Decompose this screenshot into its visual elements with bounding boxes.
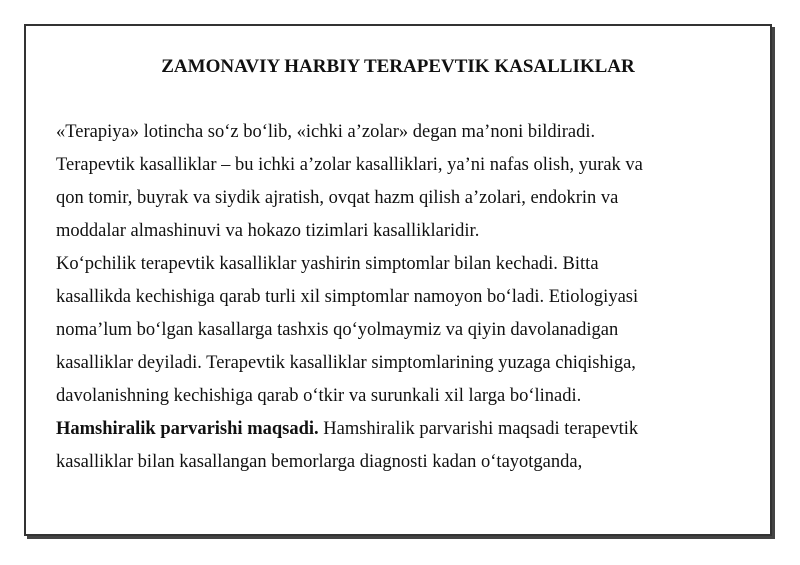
body-line: noma’lum bo‘lgan kasallarga tashxis qo‘yolmaymiz va qiyin davolanadigan [56,320,619,340]
body-line: davolanishning kechishiga qarab o‘tkir va surunkali xil larga bo‘linadi. [56,386,582,406]
body-line: qon tomir, buyrak va siydik ajratish, ovqat hazm qilish a’zolari, endokrin va [56,188,619,208]
section-heading-continuation: Hamshiralik parvarishi maqsadi terapevtik [318,419,639,439]
section-heading-line [56,413,756,446]
body-line: kasallikda kechishiga qarab turli xil simptomlar namoyon bo‘ladi. Etiologiyasi [56,287,639,307]
body-line: kasalliklar bilan kasallangan bemorlarga diagnosti kadan o‘tayotganda, [56,452,583,472]
body-line: kasalliklar deyiladi. Terapevtik kasalliklar simptomlarining yuzaga chiqishiga, [56,353,636,373]
body-line: moddalar almashinuvi va hokazo tizimlari kasalliklaridir. [56,221,480,241]
body-line: Terapevtik kasalliklar – bu ichki a’zolar kasalliklari, ya’ni nafas olish, yurak va [56,155,643,175]
document-page [24,24,772,536]
document-title: ZAMONAVIY HARBIY TERAPEVTIK KASALLIKLAR [161,56,635,77]
body-line: «Terapiya» lotincha so‘z bo‘lib, «ichki a’zolar» degan ma’noni bildiradi. [56,122,596,142]
body-line: Ko‘pchilik terapevtik kasalliklar yashirin simptomlar bilan kechadi. Bitta [56,254,599,274]
document-body [56,116,756,479]
section-heading: Hamshiralik parvarishi maqsadi. [56,419,319,439]
